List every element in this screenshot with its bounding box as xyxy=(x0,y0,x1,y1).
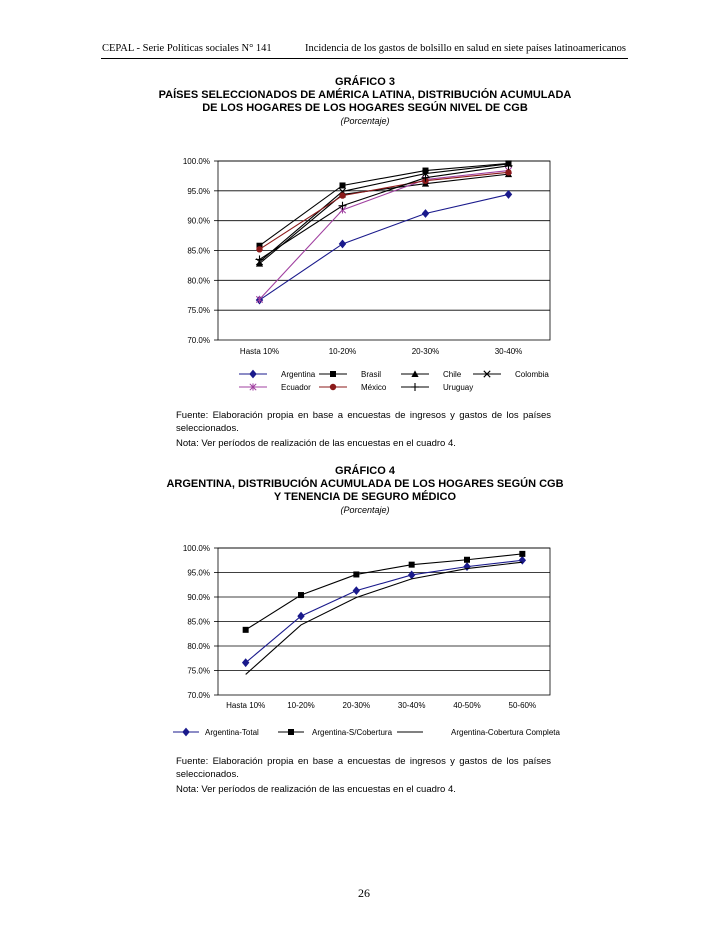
fig4-xtick-label: Hasta 10% xyxy=(226,701,266,710)
fig3-ytick-label: 90.0% xyxy=(187,216,210,226)
figure3-title-line2: DE LOS HOGARES DE LOS HOGARES SEGÚN NIVEL DE CGB xyxy=(202,102,528,114)
fig3-xtick-label: 20-30% xyxy=(411,347,440,356)
fig4-point-argentina-s-cobertura xyxy=(243,627,249,633)
fig4-point-argentina-s-cobertura xyxy=(298,592,304,598)
fig3-xtick-label: 10-20% xyxy=(328,347,357,356)
fig4-xtick-label: 50-60% xyxy=(508,701,537,710)
fig4-ytick-label: 90.0% xyxy=(187,593,210,602)
figure4-source: Fuente: Elaboración propia en base a encuestas de ingresos y gastos de los países seleccionados. xyxy=(176,756,551,780)
fig4-ytick-label: 100.0% xyxy=(182,544,210,553)
fig3-legend-label: Uruguay xyxy=(443,383,474,392)
figure3-note: Nota: Ver períodos de realización de las encuestas en el cuadro 4. xyxy=(176,438,456,449)
fig3-ytick-label: 85.0% xyxy=(187,246,210,256)
fig4-xtick-label: 10-20% xyxy=(287,701,315,710)
fig3-legend-label: Colombia xyxy=(515,370,549,379)
figure3-label: GRÁFICO 3 xyxy=(335,76,395,88)
fig3-point-brasil xyxy=(340,182,346,188)
fig4-xtick-label: 20-30% xyxy=(342,701,371,710)
fig4-xtick-label: 40-50% xyxy=(453,701,481,710)
figure4-heading xyxy=(100,465,630,517)
fig4-xtick-label: 30-40% xyxy=(397,701,426,710)
fig4-ytick-label: 75.0% xyxy=(187,666,210,676)
fig3-point-mexico xyxy=(256,246,262,252)
fig4-legend-marker xyxy=(288,729,294,735)
fig4-ytick-label: 85.0% xyxy=(187,617,210,627)
fig4-legend-label: Argentina-Total xyxy=(205,728,259,737)
fig4-point-argentina-s-cobertura xyxy=(464,557,470,563)
figure4-title-line1: ARGENTINA, DISTRIBUCIÓN ACUMULADA DE LOS HOGARES SEGÚN CGB xyxy=(166,478,564,490)
figure3-subtitle: (Porcentaje) xyxy=(340,116,390,126)
fig4-ytick-label: 70.0% xyxy=(187,691,210,700)
fig3-legend-label: México xyxy=(361,383,387,392)
figure3-source: Fuente: Elaboración propia en base a encuestas de ingresos y gastos de los países seleccionados. xyxy=(176,410,551,434)
running-header-left: CEPAL - Serie Políticas sociales N° 141 xyxy=(102,43,272,54)
fig4-point-argentina-s-cobertura xyxy=(519,551,525,557)
fig3-legend-marker xyxy=(330,384,336,390)
header-rule xyxy=(101,58,628,59)
fig3-point-brasil xyxy=(423,168,429,174)
figure3-heading xyxy=(100,76,630,128)
fig3-ytick-label: 75.0% xyxy=(187,306,210,316)
fig3-legend-label: Brasil xyxy=(361,370,382,379)
fig3-point-mexico xyxy=(505,169,511,175)
figure4-subtitle: (Porcentaje) xyxy=(340,505,390,515)
figure3-chart xyxy=(167,148,560,398)
fig4-legend-label: Argentina-Cobertura Completa xyxy=(451,728,560,737)
fig3-ytick-label: 70.0% xyxy=(187,336,210,345)
fig3-legend-marker xyxy=(330,371,336,377)
fig4-legend-label: Argentina-S/Cobertura xyxy=(312,728,393,737)
figure3-title-line1: PAÍSES SELECCIONADOS DE AMÉRICA LATINA, DISTRIBUCIÓN ACUMULADA xyxy=(158,89,572,101)
fig3-ytick-label: 80.0% xyxy=(187,276,210,286)
fig4-point-argentina-s-cobertura xyxy=(409,562,415,568)
fig3-ytick-label: 100.0% xyxy=(182,157,210,166)
fig3-ytick-label: 95.0% xyxy=(187,186,210,196)
fig3-xtick-label: 30-40% xyxy=(494,347,523,356)
figure4-note: Nota: Ver períodos de realización de las encuestas en el cuadro 4. xyxy=(176,784,456,795)
fig4-ytick-label: 95.0% xyxy=(187,568,210,578)
figure4-title-line2: Y TENENCIA DE SEGURO MÉDICO xyxy=(273,491,457,503)
fig3-legend-label: Argentina xyxy=(281,370,316,379)
fig4-ytick-label: 80.0% xyxy=(187,642,210,651)
fig3-legend-label: Ecuador xyxy=(281,383,311,392)
fig4-point-argentina-s-cobertura xyxy=(353,571,359,577)
running-header-right: Incidencia de los gastos de bolsillo en salud en siete países latinoamericanos xyxy=(304,43,626,54)
figure4-chart xyxy=(167,537,560,742)
figure4-label: GRÁFICO 4 xyxy=(335,465,395,477)
fig4-legend-item-argentina-total xyxy=(173,728,259,737)
fig3-xtick-label: Hasta 10% xyxy=(239,347,280,356)
fig3-legend-label: Chile xyxy=(443,370,462,379)
page-number: 26 xyxy=(358,886,370,900)
fig3-point-mexico xyxy=(339,192,345,198)
